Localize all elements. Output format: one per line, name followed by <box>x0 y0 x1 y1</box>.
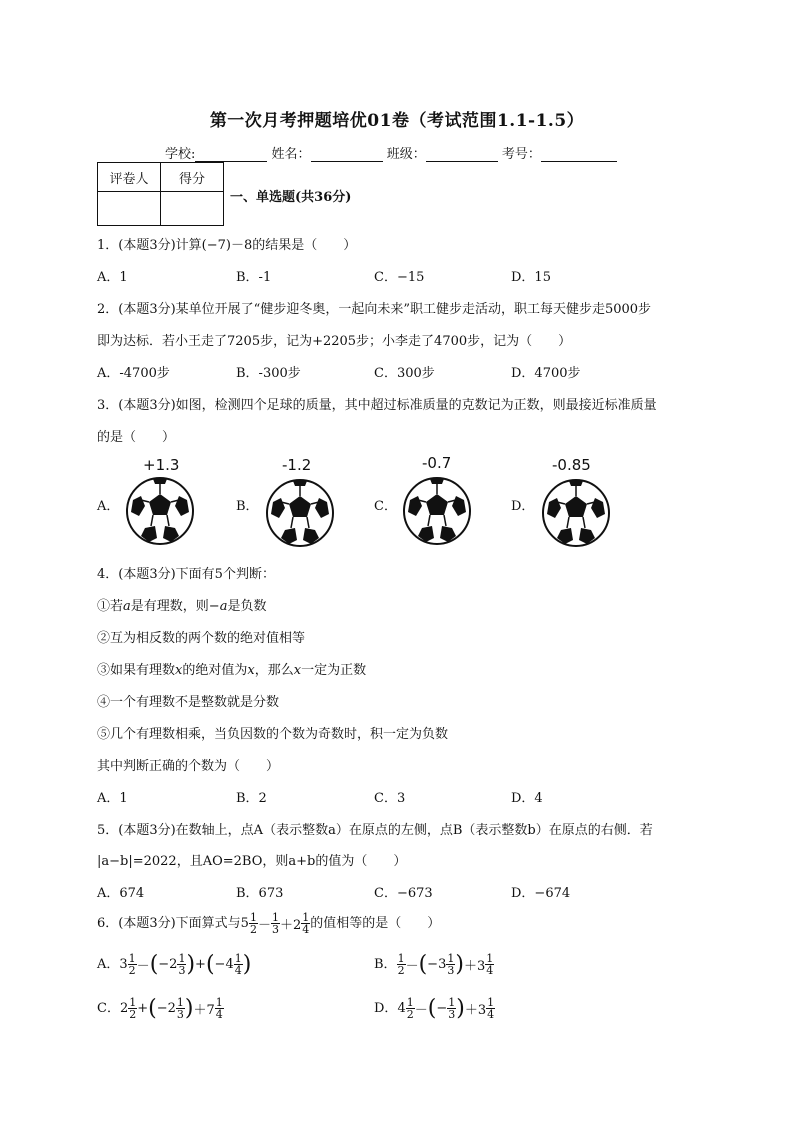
q1-option-c[interactable]: C．−15 <box>374 270 425 285</box>
q4-statement-4: ④一个有理数不是整数就是分数 <box>97 695 280 710</box>
q3-stem-line1: 3．(本题3分)如图，检测四个足球的质量，其中超过标准质量的克数记为正数，则最接近标准质量 <box>97 398 657 413</box>
q2-option-d[interactable]: D．4700步 <box>511 366 581 381</box>
q3-stem-line2: 的是（ ） <box>97 430 176 445</box>
score-table <box>97 162 224 226</box>
q6-option-b-label: B． <box>374 957 397 972</box>
q5-stem-line2: |a−b|=2022，且AO=2BO，则a+b的值为（ ） <box>97 854 407 869</box>
q6-option-a-label: A． <box>97 957 120 972</box>
q4-question: 其中判断正确的个数为（ ） <box>97 759 280 774</box>
soccer-ball-icon <box>541 478 611 548</box>
q4-statement-5: ⑤几个有理数相乘，当负因数的个数为奇数时，积一定为负数 <box>97 727 449 742</box>
q2-option-a[interactable]: A．-4700步 <box>97 366 170 381</box>
q5-option-b[interactable]: B．673 <box>236 886 284 901</box>
q5-option-c[interactable]: C．−673 <box>374 886 433 901</box>
class-blank[interactable] <box>426 148 498 162</box>
q3-option-a[interactable]: A． <box>97 499 120 514</box>
s3-text-b: 的绝对值为 <box>182 663 248 678</box>
grader-cell[interactable] <box>98 192 161 226</box>
grader-header: 评卷人 <box>98 163 161 192</box>
q4-stem: 4．(本题3分)下面有5个判断： <box>97 567 275 582</box>
name-label: 姓名： <box>271 147 311 162</box>
q4-option-c[interactable]: C．3 <box>374 791 406 806</box>
q2-option-c[interactable]: C．300步 <box>374 366 435 381</box>
q2-stem-line1: 2．(本题3分)某单位开展了“健步迎冬奥，一起向未来”职工健步走活动，职工每天健步走5000步 <box>97 302 652 317</box>
soccer-ball-icon <box>265 478 335 548</box>
school-blank[interactable] <box>195 148 267 162</box>
score-cell[interactable] <box>161 192 224 226</box>
q6-option-b[interactable]: B． $\frac{1}{2}$ －(−3 $\frac{1}{3}$ )＋3 $\frac{1}{4}$ <box>374 952 494 977</box>
page-title: 第一次月考押题培优01卷（考试范围1.1-1.5） <box>209 111 585 131</box>
q2-option-b[interactable]: B．-300步 <box>236 366 301 381</box>
q6-stem-text-a: 6．(本题3分)下面算式与5 <box>97 916 249 931</box>
q6-stem: 6．(本题3分)下面算式与5 $\frac{1}{2}$ － $\frac{1}{3}$ ＋2 $\frac{1}{4}$ 的值相等的是（ ） <box>97 911 441 936</box>
section-title: 一、单选题(共36分) <box>230 190 352 205</box>
class-label: 班级： <box>386 147 426 162</box>
soccer-ball-icon <box>402 476 472 546</box>
s3-var: x <box>175 663 183 678</box>
q6-option-c-label: C． <box>97 1001 120 1016</box>
q4-statement-3 <box>97 659 366 678</box>
s3-var2: x <box>247 663 255 678</box>
id-blank[interactable] <box>541 148 617 162</box>
name-blank[interactable] <box>311 148 383 162</box>
ball-d-value: -0.85 <box>552 456 591 474</box>
q4-option-b[interactable]: B．2 <box>236 791 267 806</box>
soccer-ball-icon <box>125 476 195 546</box>
q3-option-d[interactable]: D． <box>511 499 535 514</box>
s3-text-d: 一定为正数 <box>301 663 367 678</box>
q5-option-d[interactable]: D．−674 <box>511 886 571 901</box>
q6-option-a[interactable]: A．3 $\frac{1}{2}$ －(−2 $\frac{1}{3}$ )+(−4 $\frac{1}{4}$ ) <box>97 952 252 977</box>
s3-text-a: ③如果有理数 <box>97 663 176 678</box>
q4-option-a[interactable]: A．1 <box>97 791 128 806</box>
ball-b-value: -1.2 <box>282 456 312 474</box>
q6-stem-text-b: 的值相等的是（ ） <box>310 916 441 931</box>
s1-text-a: ①若 <box>97 599 124 614</box>
q4-statement-2: ②互为相反数的两个数的绝对值相等 <box>97 631 306 646</box>
q1-option-a[interactable]: A．1 <box>97 270 128 285</box>
student-info-line <box>165 143 617 162</box>
q5-option-a[interactable]: A．674 <box>97 886 145 901</box>
s1-text-c: 是负数 <box>227 599 267 614</box>
ball-a-value: +1.3 <box>143 456 180 474</box>
q6-option-d-label: D． <box>374 1001 398 1016</box>
q4-statement-1 <box>97 595 266 614</box>
school-label: 学校: <box>165 147 196 162</box>
q1-option-b[interactable]: B．-1 <box>236 270 272 285</box>
fraction: $\frac{1}{3}$ <box>271 911 279 936</box>
s3-text-c: ，那么 <box>254 663 294 678</box>
q3-option-c[interactable]: C． <box>374 499 397 514</box>
fraction: $\frac{1}{2}$ <box>249 911 257 936</box>
fraction: $\frac{1}{4}$ <box>302 911 310 936</box>
score-header: 得分 <box>161 163 224 192</box>
q1-option-d[interactable]: D．15 <box>511 270 551 285</box>
s3-var3: x <box>293 663 302 678</box>
q4-option-d[interactable]: D．4 <box>511 791 543 806</box>
q1-stem: 1．(本题3分)计算(−7)－8的结果是（ ） <box>97 238 357 253</box>
q5-stem-line1: 5．(本题3分)在数轴上，点A（表示整数a）在原点的左侧，点B（表示整数b）在原点的右侧．若 <box>97 823 653 838</box>
s1-var2: a <box>219 599 228 614</box>
q6-option-c[interactable]: C．2 $\frac{1}{2}$ +(−2 $\frac{1}{3}$ )＋7 $\frac{1}{4}$ <box>97 996 223 1021</box>
s1-text-b: 是有理数，则− <box>130 599 220 614</box>
q3-option-b[interactable]: B． <box>236 499 259 514</box>
ball-c-value: -0.7 <box>422 454 452 472</box>
id-label: 考号： <box>501 147 541 162</box>
s1-var: a <box>123 599 131 614</box>
q2-stem-line2: 即为达标．若小王走了7205步，记为+2205步；小李走了4700步，记为（ ） <box>97 334 572 349</box>
q6-option-d[interactable]: D．4 $\frac{1}{2}$ －(− $\frac{1}{3}$ )＋3 $\frac{1}{4}$ <box>374 996 495 1021</box>
